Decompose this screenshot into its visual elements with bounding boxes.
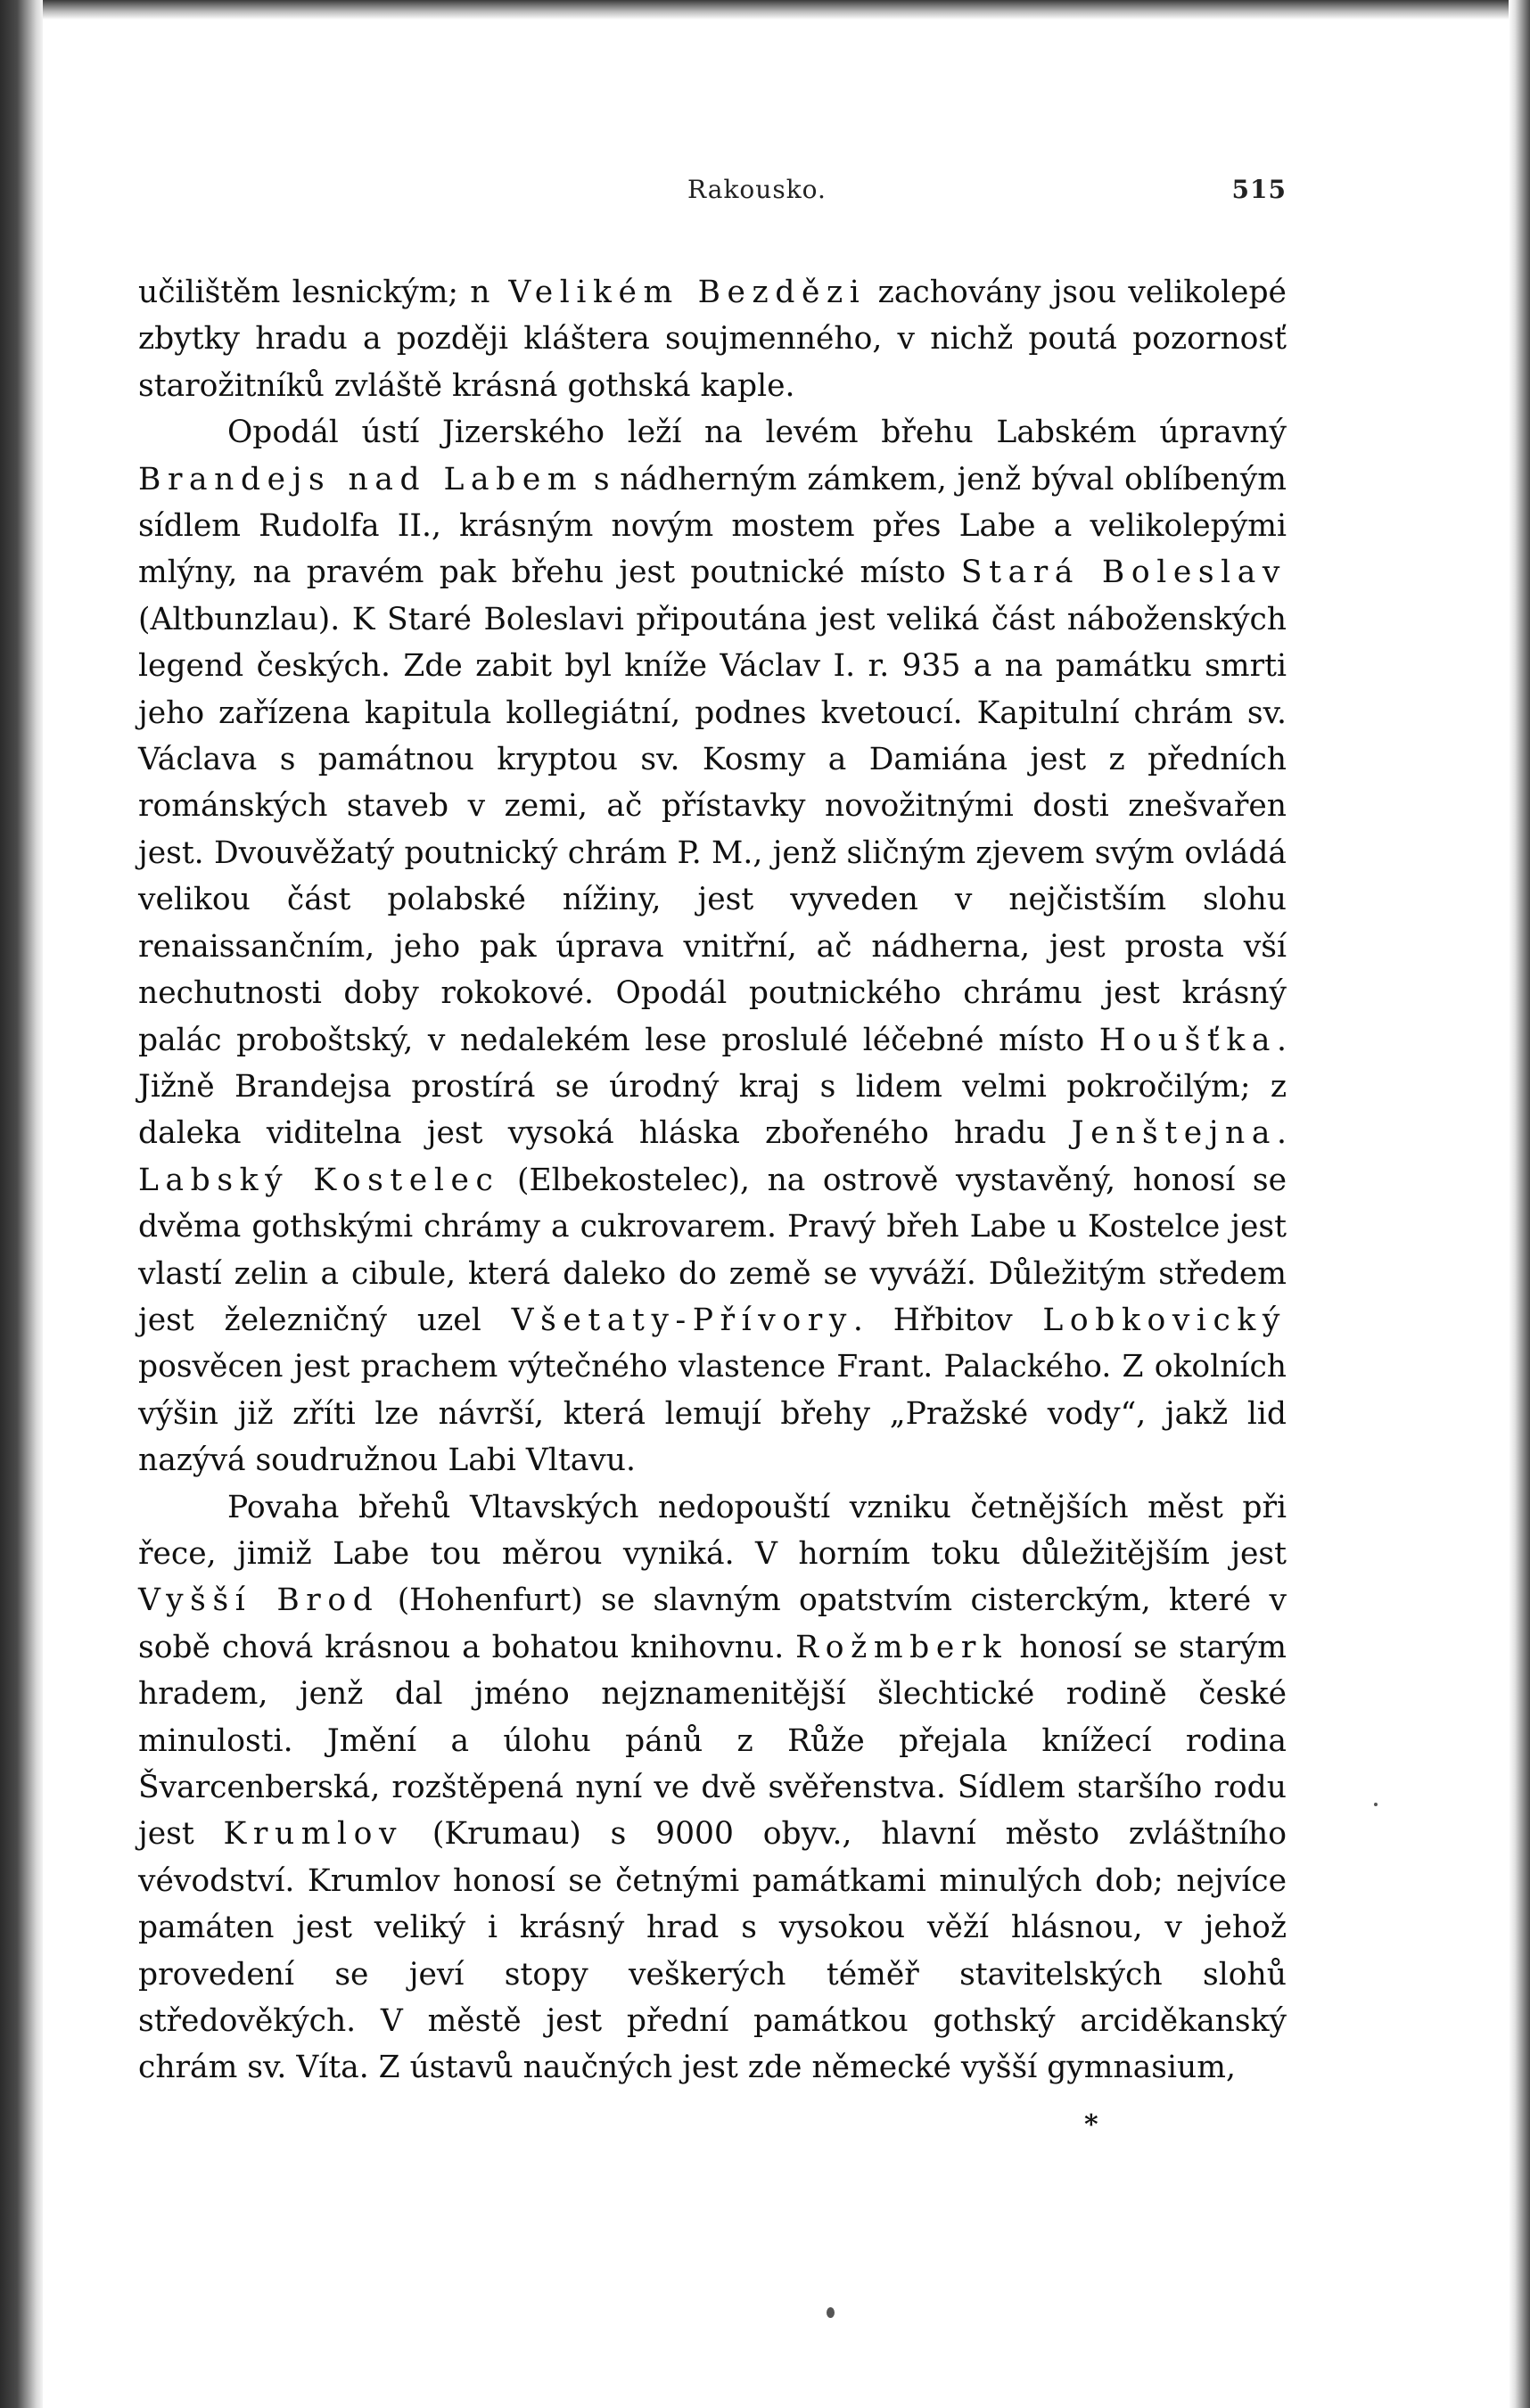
text-run: honosí se starým hradem, jenž dal jméno nejznamenitější šlechtické rodině české minulosti. Jmění a úlohu pánů z Růže přejala knížecí rodina Švarcenberská, rozštěpená nyní ve dvě svěřenstva. Sídlem staršího rodu jest (138, 1629, 1287, 1853)
text-run: Opodál ústí Jizerského leží na levém břehu Labském úpravný (227, 415, 1287, 451)
signature-mark: * (1084, 2109, 1098, 2141)
text-run: s nádherným zámkem, jenž býval oblíbeným sídlem Rudolfa II., krásným novým mostem přes Labe a velikolepými mlýny, na pravém pak břehu jest poutnické místo (138, 461, 1287, 591)
running-title: Rakousko. (687, 175, 827, 204)
text-run: (Elbekostelec), na ostrově vystavěný, honosí se dvěma gothskými chrámy a cukrovarem. Pravý břeh Labe u Kostelce jest vlastí zelin a cibule, která daleko do země se vyváží. Důležitým středem jest železničný uzel (138, 1162, 1287, 1338)
spaced-name: Houšťka (1098, 1022, 1278, 1058)
running-header (138, 175, 1287, 219)
text-run: (Krumau) s 9000 obyv., hlavní město zvláštního vévodství. Krumlov honosí se četnými památkami minulých dob; nejvíce památen jest veliký i krásný hrad s vysokou věží hlásnou, v jehož provedení se jeví stopy veškerých téměř stavitelských slohů středověkých. V městě jest přední památkou gothský arciděkanský chrám sv. Víta. Z ústavů naučných jest zde německé vyšší gymnasium, (138, 1816, 1287, 2086)
spaced-name: Stará Boleslav (960, 555, 1287, 591)
scan-speck (1374, 1803, 1378, 1806)
page-number: 515 (1231, 175, 1287, 204)
text-run: . Jižně Brandejsa prostírá se úrodný kraj s lidem velmi pokročilým; z daleka viditelna jest vysoká hláska zbořeného hradu (138, 1022, 1287, 1152)
text-run: učilištěm lesnickým; n (138, 275, 490, 310)
spaced-name: Rožmberk (795, 1629, 1008, 1665)
book-page (138, 175, 1287, 2092)
paragraph-1 (138, 269, 1287, 409)
spaced-name: Velikém Bezdězi (489, 275, 867, 310)
text-run: . (1277, 1115, 1287, 1152)
scan-edge-left (0, 0, 43, 2408)
spaced-name: Brandejs nad Labem (138, 461, 584, 497)
spaced-name: Krumlov (223, 1816, 404, 1853)
text-run: . Hřbitov (852, 1302, 1043, 1338)
scan-edge-right (1509, 0, 1530, 2408)
text-run: (Altbunzlau). K Staré Boleslavi připoutána jest veliká část náboženských legend českých. Zde zabit byl kníže Václav I. r. 935 a na památku smrti jeho zařízena kapitula kollegiátní, podnes kvetoucí. Kapitulní chrám sv. Václava s památnou kryptou sv. Kosmy a Damiána jest z předních románských staveb v zemi, ač přístavky novožitnými dosti znešvařen jest. Dvouvěžatý poutnický chrám P. M., jenž sličným zjevem svým ovládá velikou část polabské nížiny, jest vyveden v nejčistším slohu renaissančním, jeho pak úprava vnitřní, ač nádherna, jest prosta vší nechutnosti doby rokokové. Opodál poutnického chrámu jest krásný palác proboštský, v nedalekém lese proslulé léčebné místo (138, 601, 1287, 1058)
paragraph-2 (138, 409, 1287, 1483)
spaced-name: Labský Kostelec (138, 1162, 500, 1198)
spaced-name: Lobkovický (1042, 1302, 1287, 1338)
spaced-name: Všetaty-Přívory (511, 1302, 853, 1338)
text-run: posvěcen jest prachem výtečného vlastence Frant. Palackého. Z okolních výšin již zříti lze návrší, která lemují břehy „Pražské vody“, jakž lid nazývá soudružnou Labi Vltavu. (138, 1349, 1287, 1479)
spaced-name: Jenštejna (1071, 1115, 1278, 1152)
text-run: Povaha břehů Vltavských nedopouští vzniku četnějších měst při řece, jimiž Labe tou měrou vyniká. V horním toku důležitějším jest (138, 1489, 1287, 1572)
paragraph-3 (138, 1484, 1287, 2092)
body-text (138, 269, 1287, 2092)
scan-speck (827, 2307, 835, 2318)
text-run: zachovány jsou velikolepé zbytky hradu a později kláštera soujmenného, v nichž poutá pozornosť starožitníků zvláště krásná gothská kaple. (138, 275, 1287, 404)
spaced-name: Vyšší Brod (138, 1582, 380, 1619)
text-run: (Hohenfurt) se slavným opatstvím cisterckým, které v sobě chová krásnou a bohatou knihovnu. (138, 1582, 1287, 1665)
scan-edge-top (43, 0, 1530, 20)
